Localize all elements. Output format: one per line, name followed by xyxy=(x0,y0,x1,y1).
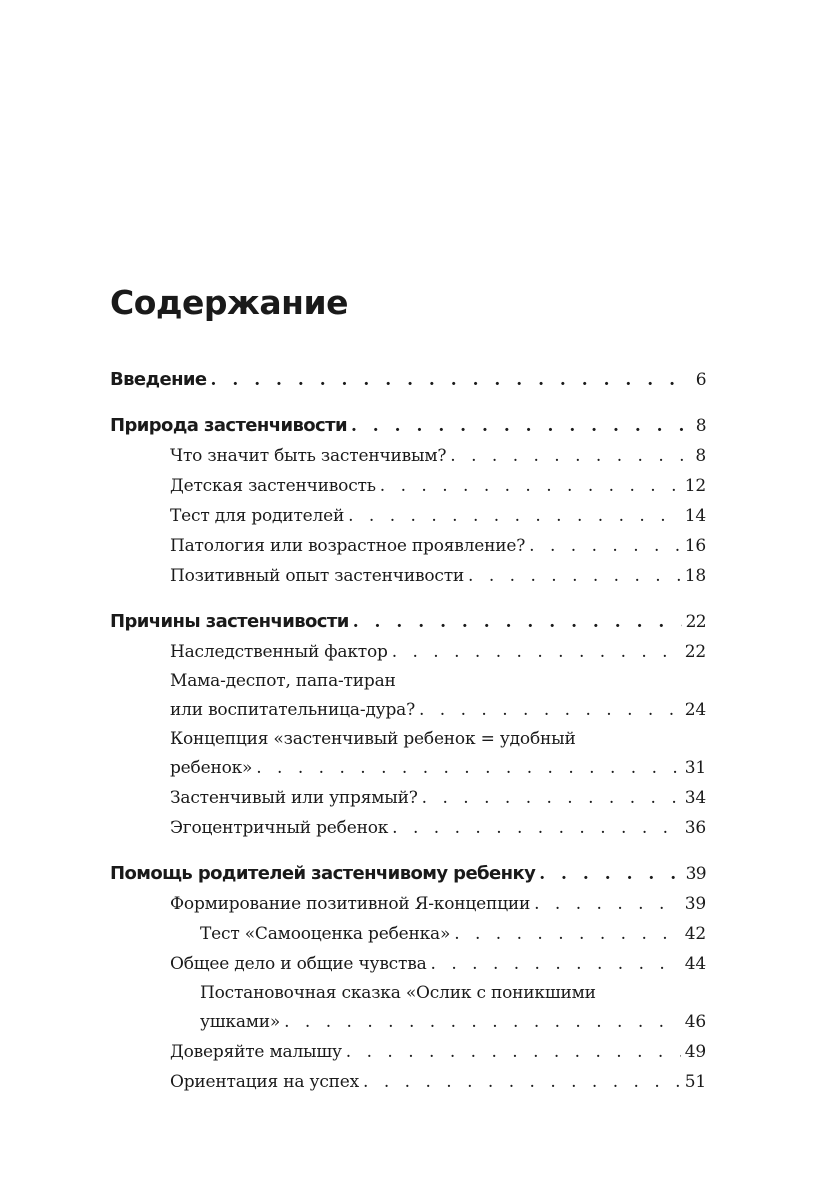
toc-section[interactable] xyxy=(110,441,706,471)
toc-section[interactable] xyxy=(110,889,706,919)
toc-entry-label: Постановочная сказка «Ослик с поникшими xyxy=(200,983,596,1003)
toc-entry-label: Патология или возрастное проявление? xyxy=(170,536,526,556)
toc-page-number: 49 xyxy=(684,1042,706,1062)
toc-page-number: 8 xyxy=(695,446,706,466)
toc-section[interactable] xyxy=(110,813,706,843)
toc-entry-label: Мама-деспот, папа-тиран xyxy=(170,671,396,691)
dot-leader xyxy=(392,813,681,843)
toc-entry-label: Эгоцентричный ребенок xyxy=(170,818,389,838)
toc-page-number: 42 xyxy=(684,924,706,944)
dot-leader xyxy=(380,471,681,501)
toc-entry-label: Природа застенчивости xyxy=(110,415,347,436)
dot-leader xyxy=(363,1067,681,1097)
toc-section[interactable] xyxy=(110,531,706,561)
toc-subsection-line1[interactable] xyxy=(110,979,706,1007)
table-of-contents xyxy=(110,365,706,1097)
toc-subsection[interactable] xyxy=(110,919,706,949)
toc-section[interactable] xyxy=(110,561,706,591)
toc-entry-label: Помощь родителей застенчивому ребенку xyxy=(110,863,536,884)
toc-entry-label: ушками» xyxy=(200,1012,281,1032)
toc-page-number: 22 xyxy=(685,612,706,632)
toc-page-number: 46 xyxy=(684,1012,706,1032)
toc-entry-label: Ориентация на успех xyxy=(170,1072,360,1092)
toc-chapter-intro[interactable] xyxy=(110,365,706,395)
dot-leader xyxy=(422,783,681,813)
dot-leader xyxy=(348,501,681,531)
toc-page-number: 44 xyxy=(684,954,706,974)
toc-section[interactable] xyxy=(110,637,706,667)
toc-section[interactable] xyxy=(110,783,706,813)
toc-page-number: 31 xyxy=(684,758,706,778)
toc-page-number: 18 xyxy=(684,566,706,586)
toc-entry-label: Концепция «застенчивый ребенок = удобный xyxy=(170,729,576,749)
toc-page-number: 24 xyxy=(684,700,706,720)
dot-leader xyxy=(211,365,692,395)
toc-entry-label: Наследственный фактор xyxy=(170,642,388,662)
toc-page-number: 39 xyxy=(684,894,706,914)
toc-page-number: 36 xyxy=(684,818,706,838)
toc-section[interactable] xyxy=(110,1067,706,1097)
toc-entry-label: Общее дело и общие чувства xyxy=(170,954,427,974)
toc-page-number: 34 xyxy=(684,788,706,808)
toc-subsection-line2[interactable] xyxy=(110,1007,706,1037)
toc-entry-label: Позитивный опыт застенчивости xyxy=(170,566,465,586)
toc-entry-label: Что значит быть застенчивым? xyxy=(170,446,447,466)
page-title: Содержание xyxy=(110,283,348,322)
toc-section-line1[interactable] xyxy=(110,725,706,753)
dot-leader xyxy=(529,531,681,561)
toc-page-number: 22 xyxy=(684,642,706,662)
toc-entry-label: Тест для родителей xyxy=(170,506,345,526)
toc-entry-label: Формирование позитивной Я-концепции xyxy=(170,894,531,914)
toc-section-line1[interactable] xyxy=(110,667,706,695)
toc-entry-label: Детская застенчивость xyxy=(170,476,376,496)
dot-leader xyxy=(353,607,682,637)
dot-leader xyxy=(454,919,681,949)
toc-page-number: 51 xyxy=(684,1072,706,1092)
dot-leader xyxy=(431,949,681,979)
toc-section-line2[interactable] xyxy=(110,753,706,783)
dot-leader xyxy=(468,561,681,591)
dot-leader xyxy=(534,889,681,919)
toc-entry-label: Причины застенчивости xyxy=(110,611,349,632)
dot-leader xyxy=(256,753,681,783)
toc-section[interactable] xyxy=(110,949,706,979)
toc-entry-label: ребенок» xyxy=(170,758,253,778)
toc-entry-label: Введение xyxy=(110,369,207,390)
toc-chapter-2[interactable] xyxy=(110,607,706,637)
toc-section[interactable] xyxy=(110,1037,706,1067)
dot-leader xyxy=(346,1037,681,1067)
dot-leader xyxy=(450,441,691,471)
toc-section-line2[interactable] xyxy=(110,695,706,725)
toc-page-number: 6 xyxy=(695,370,706,390)
dot-leader xyxy=(351,411,692,441)
dot-leader xyxy=(284,1007,681,1037)
dot-leader xyxy=(392,637,681,667)
toc-page-number: 14 xyxy=(684,506,706,526)
dot-leader xyxy=(539,859,681,889)
toc-section[interactable] xyxy=(110,471,706,501)
toc-chapter-3[interactable] xyxy=(110,859,706,889)
toc-entry-label: Застенчивый или упрямый? xyxy=(170,788,418,808)
toc-chapter-1[interactable] xyxy=(110,411,706,441)
dot-leader xyxy=(419,695,681,725)
toc-entry-label: или воспитательница-дура? xyxy=(170,700,415,720)
toc-page-number: 16 xyxy=(684,536,706,556)
toc-page-number: 8 xyxy=(695,416,706,436)
toc-section[interactable] xyxy=(110,501,706,531)
toc-page-number: 39 xyxy=(685,864,706,884)
toc-page-number: 12 xyxy=(684,476,706,496)
toc-entry-label: Доверяйте малышу xyxy=(170,1042,342,1062)
toc-entry-label: Тест «Самооценка ребенка» xyxy=(200,924,451,944)
